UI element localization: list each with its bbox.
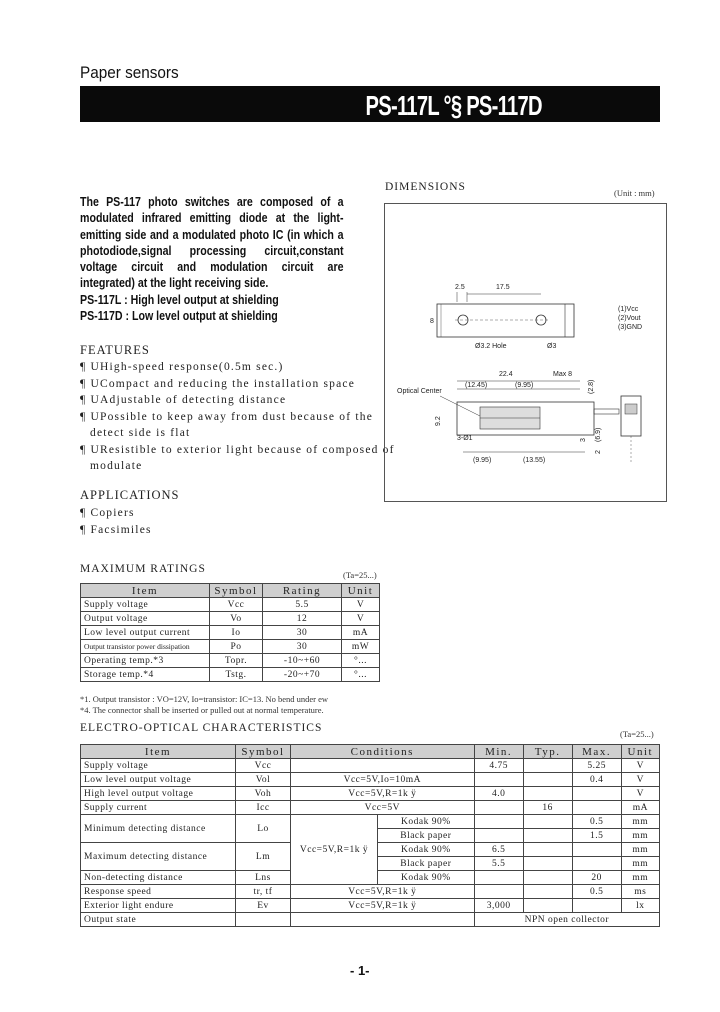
col-max: Max. [572, 745, 621, 759]
feature-item: detect side is flat [90, 427, 191, 439]
cell: NPN open collector [474, 913, 659, 927]
table-row [81, 654, 380, 668]
dim-9-95b: (9.95) [473, 457, 492, 464]
table-row [81, 801, 660, 815]
cell: tr, tf [236, 885, 291, 899]
max-ratings-table [80, 583, 380, 682]
max-ratings-heading: MAXIMUM RATINGS [80, 563, 206, 575]
cell [523, 815, 572, 829]
cell: Vcc=5V,R=1k ÿ [291, 787, 475, 801]
dim-6-9: (6.9) [595, 427, 602, 442]
dim-2: 2 [595, 450, 602, 454]
cell: V [342, 598, 380, 612]
cell: 3,000 [474, 899, 523, 913]
optical-center-label: Optical Center [397, 388, 442, 395]
table-row [81, 885, 660, 899]
dim-ref: 3-Ø1 [457, 435, 473, 442]
cell [523, 843, 572, 857]
cell [236, 913, 291, 927]
cell: Operating temp.*3 [81, 654, 210, 668]
dim-9-95: (9.95) [515, 382, 534, 389]
cell [474, 871, 523, 885]
dimensions-heading: DIMENSIONS [385, 181, 466, 193]
cell [291, 913, 475, 927]
intro-paragraph: The PS-117 photo switches are composed of a modulated infrared emitting diode at the light-emitting side and a modulated photo IC (in which a photodiode,signal processing circuit,constant voltage circuit and modulation circuit are integrated) at the light receiving side. [80, 195, 344, 291]
cell: Output transistor power dissipation [81, 640, 210, 654]
pin-2: (2)Vout [618, 315, 641, 322]
cell [523, 871, 572, 885]
cell: Topr. [210, 654, 263, 668]
cell: 0.5 [572, 885, 621, 899]
dim-12-45: (12.45) [465, 382, 488, 389]
cell: Vol [236, 773, 291, 787]
cell: Supply voltage [81, 759, 236, 773]
cell [572, 787, 621, 801]
dimensions-drawing [384, 203, 667, 502]
sensor-body-top-view [437, 304, 574, 337]
dim-9-2: 9.2 [435, 416, 442, 426]
applications-heading: APPLICATIONS [80, 488, 180, 502]
cell: Vcc=5V [291, 801, 475, 815]
applications-list [80, 505, 152, 538]
feature-item: ¶ UPossible to keep away from dust because of the [80, 410, 373, 423]
table-row [81, 787, 660, 801]
cell [474, 773, 523, 787]
intro-line-l: PS-117L : High level output at shielding [80, 292, 279, 307]
col-typ: Typ. [523, 745, 572, 759]
cell: Lns [236, 871, 291, 885]
cell-shared-condition: Vcc=5V,R=1k ÿ [291, 815, 378, 885]
cell: Tstg. [210, 668, 263, 682]
cell [523, 829, 572, 843]
cell [474, 801, 523, 815]
eo-table [80, 744, 660, 927]
table-row [81, 913, 660, 927]
dimension-drawing-svg [385, 204, 666, 501]
cell [474, 815, 523, 829]
cell: mm [621, 857, 659, 871]
product-title: PS-117L °§ PS-117D [365, 90, 542, 121]
cell: Black paper [378, 829, 475, 843]
feature-item: modulate [90, 460, 143, 472]
cell [523, 787, 572, 801]
dim-3: 3 [580, 438, 587, 442]
cell: °... [342, 654, 380, 668]
cell [523, 857, 572, 871]
cell: V [621, 773, 659, 787]
cell [474, 885, 523, 899]
cell: Vcc [210, 598, 263, 612]
max-ratings-note-1: *1. Output transistor : VO=12V, Io=transistor: IC=13. No bend under ew [80, 694, 329, 704]
cell: Ev [236, 899, 291, 913]
col-symbol: Symbol [236, 745, 291, 759]
cell: Black paper [378, 857, 475, 871]
table-row [81, 773, 660, 787]
cell: Icc [236, 801, 291, 815]
col-unit: Unit [342, 584, 380, 598]
cell: V [621, 787, 659, 801]
cell: °... [342, 668, 380, 682]
cell: Io [210, 626, 263, 640]
eo-heading: ELECTRO-OPTICAL CHARACTERISTICS [80, 722, 323, 734]
cell [523, 885, 572, 899]
cell: Exterior light endure [81, 899, 236, 913]
col-unit: Unit [621, 745, 659, 759]
pin-1: (1)Vcc [618, 306, 639, 313]
dim-max8: Max 8 [553, 371, 573, 378]
cell: mA [621, 801, 659, 815]
cell: Po [210, 640, 263, 654]
feature-item: ¶ UAdjustable of detecting distance [80, 394, 287, 406]
cell [572, 801, 621, 815]
dim-13-55: (13.55) [523, 457, 546, 464]
dim-22-4: 22.4 [499, 371, 513, 378]
cell: mm [621, 815, 659, 829]
col-symbol: Symbol [210, 584, 263, 598]
dim-phi3: Ø3 [547, 343, 557, 350]
cell: Lm [236, 843, 291, 871]
cell: -10~+60 [263, 654, 342, 668]
cell: Supply current [81, 801, 236, 815]
category-title: Paper sensors [80, 63, 179, 82]
dim-17-5: 17.5 [496, 284, 510, 291]
col-rating: Rating [263, 584, 342, 598]
cell: -20~+70 [263, 668, 342, 682]
cell: 6.5 [474, 843, 523, 857]
cell [523, 773, 572, 787]
cell: Vcc=5V,R=1k ÿ [291, 899, 475, 913]
cell: Lo [236, 815, 291, 843]
cell: 0.4 [572, 773, 621, 787]
cell: 30 [263, 626, 342, 640]
max-ratings-condition: (Ta=25...) [343, 570, 377, 580]
cell: 4.75 [474, 759, 523, 773]
application-item: ¶ Copiers [80, 507, 135, 519]
cell: Voh [236, 787, 291, 801]
cell: mm [621, 829, 659, 843]
cell: Non-detecting distance [81, 871, 236, 885]
cell: Maximum detecting distance [81, 843, 236, 871]
cell: Kodak 90% [378, 871, 475, 885]
cell: 30 [263, 640, 342, 654]
cell: 5.25 [572, 759, 621, 773]
table-row [81, 899, 660, 913]
cell [523, 759, 572, 773]
max-ratings-note-2: *4. The connector shall be inserted or pulled out at normal temperature. [80, 705, 324, 715]
cell: 16 [523, 801, 572, 815]
table-row [81, 759, 660, 773]
cell: V [621, 759, 659, 773]
cell: 12 [263, 612, 342, 626]
feature-item: ¶ UHigh-speed response(0.5m sec.) [80, 361, 284, 373]
cell: Vcc [236, 759, 291, 773]
cell: Storage temp.*4 [81, 668, 210, 682]
feature-item: ¶ UResistible to exterior light because of composed of [80, 443, 395, 456]
table-row [81, 668, 380, 682]
cell: 20 [572, 871, 621, 885]
cell [572, 857, 621, 871]
cell: Minimum detecting distance [81, 815, 236, 843]
features-list [80, 359, 395, 475]
cell: ms [621, 885, 659, 899]
table-row [81, 612, 380, 626]
cell: Kodak 90% [378, 843, 475, 857]
cell: mA [342, 626, 380, 640]
cell [291, 759, 475, 773]
cell: Output state [81, 913, 236, 927]
cell: Kodak 90% [378, 815, 475, 829]
cell: mm [621, 871, 659, 885]
dim-hole: Ø3.2 Hole [475, 343, 507, 350]
cell: 5.5 [263, 598, 342, 612]
cell: Output voltage [81, 612, 210, 626]
feature-item: ¶ UCompact and reducing the installation space [80, 377, 356, 390]
sensor-end-view [621, 396, 641, 436]
cell [572, 843, 621, 857]
dim-2-5: 2.5 [455, 284, 465, 291]
table-row [81, 626, 380, 640]
cell: lx [621, 899, 659, 913]
cell: Vcc=5V,Io=10mA [291, 773, 475, 787]
dim-2-8: (2.8) [588, 379, 595, 394]
page-number: - 1- [350, 963, 370, 978]
eo-condition: (Ta=25...) [620, 729, 654, 739]
cell: Low level output voltage [81, 773, 236, 787]
table-row [81, 640, 380, 654]
cell: 0.5 [572, 815, 621, 829]
cell: mm [621, 843, 659, 857]
cell: Response speed [81, 885, 236, 899]
pin-3: (3)GND [618, 324, 643, 331]
col-min: Min. [474, 745, 523, 759]
cell: Low level output current [81, 626, 210, 640]
cell [572, 899, 621, 913]
col-item: Item [81, 584, 210, 598]
dim-8: 8 [430, 318, 434, 325]
cell: Vo [210, 612, 263, 626]
cell: Supply voltage [81, 598, 210, 612]
cell: 4.0 [474, 787, 523, 801]
features-heading: FEATURES [80, 343, 150, 357]
dimensions-unit: (Unit : mm) [614, 188, 655, 198]
table-row [81, 815, 660, 829]
cell: 1.5 [572, 829, 621, 843]
col-conditions: Conditions [291, 745, 475, 759]
cell [474, 829, 523, 843]
table-row [81, 598, 380, 612]
cell: High level output voltage [81, 787, 236, 801]
cell: Vcc=5V,R=1k ÿ [291, 885, 475, 899]
intro-line-d: PS-117D : Low level output at shielding [80, 309, 278, 324]
application-item: ¶ Facsimiles [80, 523, 152, 536]
cell: mW [342, 640, 380, 654]
cell [523, 899, 572, 913]
cell: 5.5 [474, 857, 523, 871]
cell: V [342, 612, 380, 626]
title-bar [80, 86, 660, 122]
col-item: Item [81, 745, 236, 759]
